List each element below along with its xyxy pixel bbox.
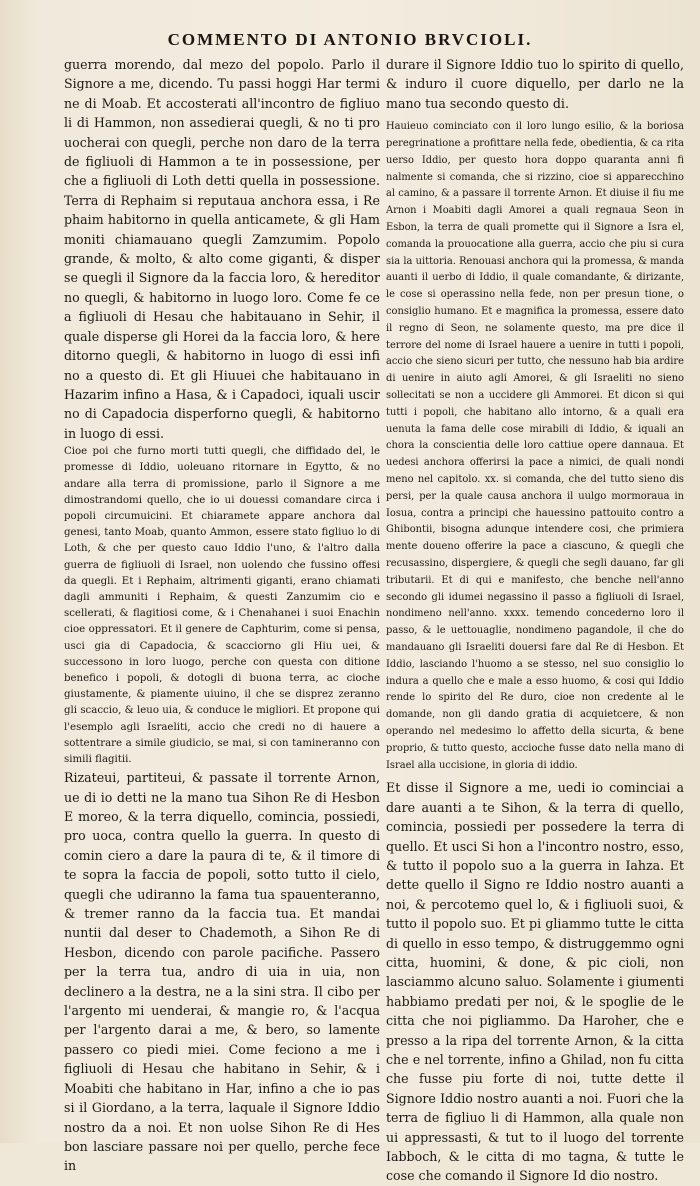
scripture-paragraph-right-2: Et disse il Signore a me, uedi io cominciai a dare auanti a te Sihon, & la terra di quello, comincia, possiedi per possedere la terra di quello. Et usci Si hon a l'incontro nostro, esso, & tutto il popolo suo a la guerra in Iahza. Et dette quello il Signo re Iddio nostro auanti a noi, & percotemo quel lo, & i figliuoli suoi, & tutto il popolo suo. Et pi gliammo tutte le citta di quello in esso tempo, & distruggemmo ogni citta, huomini, & done, & pic cioli, non lasciammo alcuno saluo. Solamente i giumenti habbiamo predati per noi, & le spoglie de le citta che noi pigliammo. Da Haroher, che e presso a la ripa del torrente Arnon, & la citta che e nel torrente, infino a Ghilad, non fu citta che fusse piu forte di noi, tutte dette il Signore Iddio nostro auanti a noi. Fuori che la terra de figliuo li di Hammon, alla quale non ui appressasti, & tut to il luogo del torrente Iabboch, & le citta di mo tagna, & tutte le cose che comando il Signore Id dio nostro. <box>386 780 684 1184</box>
scripture-paragraph-left-2: Rizateui, partiteui, & passate il torrente Arnon, ue di io detti ne la mano tua Sihon Re di Hesbon E moreo, & la terra diquello, comincia, possiedi, pro uoca, contra quello la guerra. In questo di comin ciero a dare la paura di te, & il timore di te sopra la faccia de popoli, sotto tutto il cielo, quegli che udiranno la fama tua spauenteranno, & tremer ranno da la faccia tua. Et mandai nuntii dal deser to Chademoth, a Sihon Re di Hesbon, dicendo con parole pacifiche. Passero per la terra tua, andro di uia in uia, non declinero a la destra, ne a la sini stra. Il cibo per l'argento mi uenderai, & mangie ro, & l'acqua per l'argento darai a me, & bero, so lamente passero co piedi miei. Come feciono a me i figliuoli di Hesau che habitano in Sehir, & i Moabiti che habitano in Har, infino a che io pas si il Giordano, a la terra, laquale il Signore Iddio nostro da a noi. Et non uolse Sihon Re di Hes bon lasciare passare noi per quello, perche fece in <box>64 770 380 1174</box>
left-column <box>64 55 380 1176</box>
right-column <box>386 55 684 1186</box>
commentary-gloss-right: Hauieuo cominciato con il loro lungo esilio, & la boriosa peregrinatione a profittare nella fede, obedientia, & ca rita uerso Iddio, per questo hora doppo quaranta anni fi nalmente si comanda, che si rizzino, cioe si apparecchino al camino, & a passare il torrente Arnon. Et diuise il fiu me Arnon i Moabiti dagli Amorei a quali regnaua Seon in Esbon, la terra de quali promette qui il Signore a Isra el, comanda la prouocatione alla guerra, accio che piu si cura sia la uittoria. Renouasi anchora qui la promessa, & manda auanti il uerbo di Iddio, il quale comandante, & dirizante, le cose si operassino nella fede, non per presun tione, o consiglio humano. Et e magnifica la promessa, essere dato il regno di Seon, ne solamente questo, ma pre dice il terrore del nome di Israel hauere a uenire in tutti i popoli, accio che sieno sicuri per tutto, che nessuno hab bia ardire di uenire in aiuto agli Amorei, & gli Israeliti no sieno sollecitati se non a uccidere gli Ammorei. Et dicon si qui tutti i popoli, che habitano allo intorno, & a quali era uenuta la fama delle cose mirabili di Iddio, & iquali an chora la conscientia delle loro cattiue opere dannaua. Et uedesi anchora offerirsi la pace a nimici, de quali nondi meno nel capitolo. xx. si comanda, che del tutto sieno dis persi, per la quale causa anchora il uulgo mormoraua in Iosua, contra a principi che hauessino pattouito contro a Ghibontii, bisogna adunque intendere cosi, che primiera mente doueno offerire la pace a ciascuno, & quegli che recusassino, dispergiere, & quegli che segli dauano, far gli tributarii. Et di qui e manifesto, che benche nell'anno secondo gli idumei negassino il passo a figliuoli di Israel, nondimeno nell'anno. xxxx. temendo concederno loro il passo, & le uettouaglie, nondimeno pagandole, il che do mandauano gli Israeliti douersi fare dal Re di Hesbon. Et Iddio, lasciando l'huomo a se stesso, nel suo consiglio lo indura a quello che e male a esso huomo, & cosi qui Iddio rende lo spirito del Re duro, cioe non credente al le domande, non gli dando gratia di acquietcere, & non operando nel medesimo lo affetto della sicurta, & bene proprio, & tutto questo, accioche fusse dato nella mano di Israel alla uccisione, in gloria di iddio. <box>386 121 684 771</box>
commentary-gloss-left: Cioe poi che furno morti tutti quegli, che diffidado del, le promesse di Iddio, uoleuano ritornare in Egytto, & no andare alla terra di promissione, parlo il Signore a me dimostrandomi quello, che io ui douessi comandare circa i popoli circumuicini. Et chiaramete appare anchora dal genesi, tanto Moab, quanto Ammon, essere stato figliuo lo di Loth, & che per questo cauo Iddio l'uno, & l'altro dalla guerra de figliuoli di Israel, non uolendo che fussino offesi da quegli. Et i Rephaim, altrimenti giganti, erano chiamati dagli ammuniti i Rephaim, & questi Zanzumim cio e scellerati, & flagitiosi come, & i Chenahanei i suoi Enachin cioe oppressatori. Et il genere de Caphturim, come si pensa, usci gia di Capadocia, & scacciorno gli Hiu uei, & successono in loro luogo, perche con questa con ditione benefico i popoli, & dotogli di buona terra, ac cioche giustamente, & piamente uiuino, il che se disprez zeranno gli scaccio, & leuo uia, & conduce le migliori. Et propone qui l'esemplo agli Israeliti, accio che credi no di hauere a sottentrare a simile giudicio, se mai, si con tamineranno con simili flagitii. <box>64 446 380 765</box>
running-header: COMMENTO DI ANTONIO BRVCIOLI. <box>167 30 533 49</box>
scripture-paragraph-right-1: durare il Signore Iddio tuo lo spirito di quello, & induro il cuore diquello, per darlo ne la mano tua secondo questo di. <box>386 57 684 111</box>
scripture-paragraph-left-1: guerra morendo, dal mezo del popolo. Parlo il Signore a me, dicendo. Tu passi hoggi Har termi ne di Moab. Et accosterati all'incontro de figliuo li di Hammon, non assedierai quegli, & no ti pro uocherai con quegli, perche non daro de la terra de figliuoli di Hammon a te in possessione, per che a figliuoli di Loth detti quella in possessione. Terra di Rephaim si reputaua anchora essa, i Re phaim habitorno in quella anticamete, & gli Ham moniti chiamauano quegli Zamzumim. Popolo grande, & molto, & alto come giganti, & disper se quegli il Signore da la faccia loro, & hereditor no quegli, & habitorno in luogo loro. Come fe ce a figliuoli di Hesau che habitauano in Sehir, il quale disperse gli Horei da la faccia loro, & here ditorno quegli, & habitorno in luogo di essi infi no a questo di. Et gli Hiuuei che habitauano in Hazarim infino a Hasa, & i Capadoci, iquali uscir no di Capadocia disperforno quegli, & habitorno in luogo di essi. <box>64 57 380 441</box>
